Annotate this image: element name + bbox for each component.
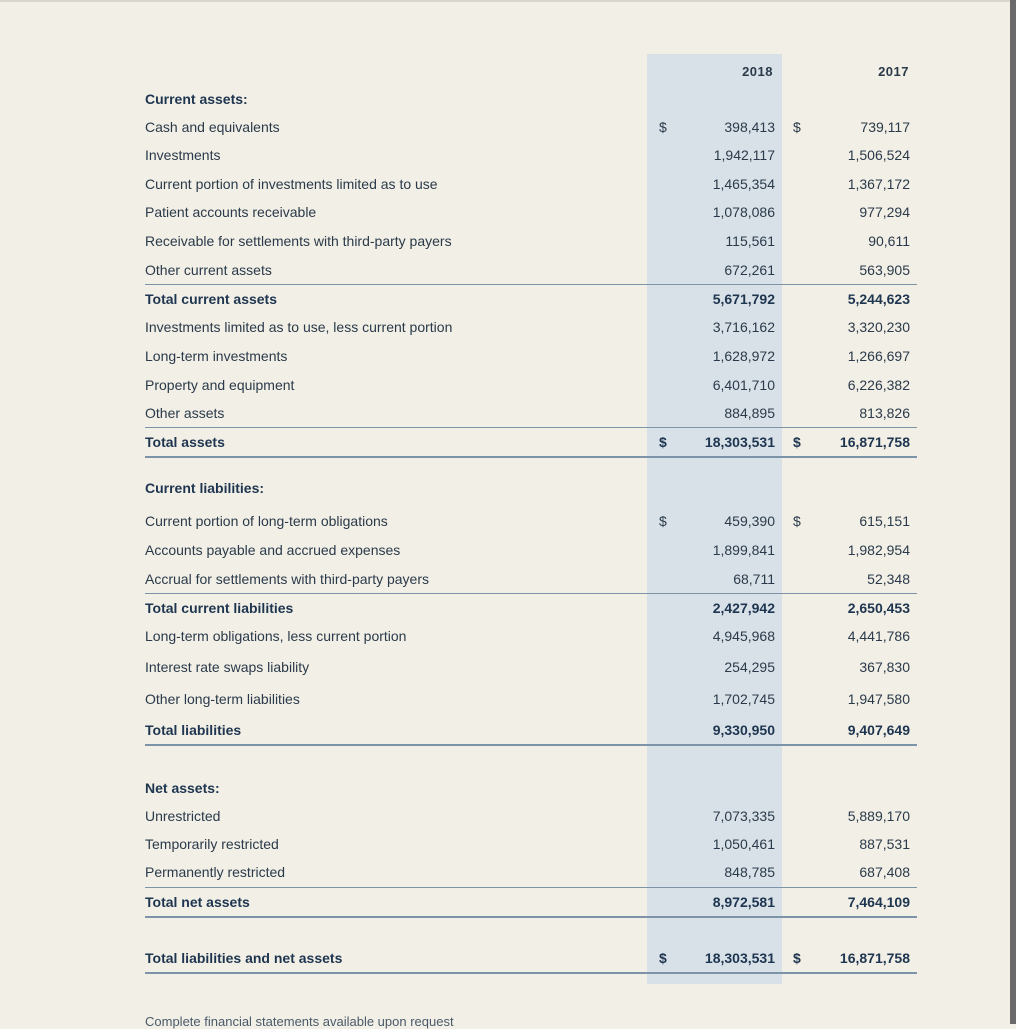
- currency-symbol: $: [793, 434, 801, 450]
- row-long-term-investments: [145, 342, 917, 370]
- value-2017: 739,117: [860, 119, 910, 135]
- value-2018: 18,303,531: [704, 434, 775, 450]
- value-2017: 1,266,697: [847, 348, 910, 364]
- row-invest-limited-noncurrent: [145, 313, 917, 341]
- value-2017: 687,408: [859, 864, 910, 880]
- section-net-assets: [145, 774, 917, 802]
- row-total-current-liabilities: [145, 593, 917, 622]
- row-lt-obligations: [145, 622, 917, 650]
- row-label: Property and equipment: [145, 377, 295, 393]
- value-2018: 3,716,162: [712, 319, 775, 335]
- value-2018: 1,050,461: [712, 836, 775, 852]
- column-header-2017: 2017: [878, 64, 909, 79]
- value-2018: 884,895: [724, 405, 775, 421]
- row-cash: [145, 113, 917, 141]
- value-2017: 7,464,109: [847, 894, 910, 910]
- row-label: Accounts payable and accrued expenses: [145, 542, 401, 558]
- row-current-lt-obligations: [145, 507, 917, 535]
- value-2017: 2,650,453: [847, 600, 910, 616]
- row-label: Receivable for settlements with third-party payers: [145, 233, 452, 249]
- value-2018: 7,073,335: [712, 808, 775, 824]
- value-2017: 16,871,758: [839, 434, 910, 450]
- value-2018: 1,942,117: [713, 147, 775, 163]
- top-border: [0, 0, 1016, 2]
- value-2017: 5,889,170: [847, 808, 910, 824]
- row-label: Accrual for settlements with third-party payers: [145, 571, 429, 587]
- row-accounts-payable: [145, 536, 917, 564]
- row-other-lt-liabilities: [145, 685, 917, 713]
- value-2017: 1,506,524: [847, 147, 910, 163]
- value-2017: 1,367,172: [847, 176, 910, 192]
- footnote: Complete financial statements available upon request: [145, 1014, 454, 1029]
- row-label: Total current assets: [145, 291, 278, 307]
- currency-symbol: $: [659, 950, 667, 966]
- column-header-2018: 2018: [742, 64, 773, 79]
- value-2017: 4,441,786: [847, 628, 910, 644]
- value-2018: 4,945,968: [712, 628, 775, 644]
- value-2017: 563,905: [859, 262, 910, 278]
- row-label: Long-term investments: [145, 348, 288, 364]
- value-2018: 672,261: [724, 262, 775, 278]
- row-label: Total liabilities: [145, 722, 242, 738]
- row-other-current-assets: [145, 256, 917, 284]
- row-label: Investments limited as to use, less current portion: [145, 319, 453, 335]
- value-2018: 1,702,745: [712, 691, 775, 707]
- row-accrual-settlements: [145, 565, 917, 593]
- row-label: Long-term obligations, less current portion: [145, 628, 407, 644]
- row-label: Cash and equivalents: [145, 119, 280, 135]
- row-label: Unrestricted: [145, 808, 221, 824]
- value-2017: 1,947,580: [847, 691, 910, 707]
- value-2017: 887,531: [859, 836, 910, 852]
- currency-symbol: $: [793, 513, 801, 529]
- row-current-invest-limited: [145, 170, 917, 198]
- row-label: Interest rate swaps liability: [145, 659, 310, 675]
- value-2018: 459,390: [724, 513, 775, 529]
- value-2017: 9,407,649: [847, 722, 910, 738]
- value-2017: 367,830: [859, 659, 910, 675]
- row-label: Other long-term liabilities: [145, 691, 300, 707]
- row-label: Temporarily restricted: [145, 836, 279, 852]
- row-label: Other current assets: [145, 262, 272, 278]
- value-2017: 813,826: [859, 405, 910, 421]
- row-property-equipment: [145, 371, 917, 399]
- value-2017: 6,226,382: [847, 377, 910, 393]
- currency-symbol: $: [659, 119, 667, 135]
- value-2018: 115,561: [725, 233, 775, 249]
- window-edge: [1010, 0, 1016, 1024]
- value-2018: 1,465,354: [712, 176, 775, 192]
- value-2017: 1,982,954: [847, 542, 910, 558]
- currency-symbol: $: [793, 950, 801, 966]
- row-patient-ar: [145, 198, 917, 226]
- value-2017: 52,348: [867, 571, 910, 587]
- row-label: Patient accounts receivable: [145, 204, 317, 220]
- value-2018: 848,785: [724, 864, 775, 880]
- row-total-assets: [145, 427, 917, 458]
- row-total-net-assets: [145, 887, 917, 918]
- row-label: Total net assets: [145, 894, 250, 910]
- row-total-liabilities: [145, 716, 917, 746]
- row-label: Investments: [145, 147, 221, 163]
- row-label: Total current liabilities: [145, 600, 294, 616]
- value-2018: 398,413: [724, 119, 775, 135]
- currency-symbol: $: [659, 513, 667, 529]
- value-2018: 1,078,086: [712, 204, 775, 220]
- value-2017: 5,244,623: [847, 291, 910, 307]
- row-label: Total liabilities and net assets: [145, 950, 343, 966]
- value-2017: 615,151: [859, 513, 910, 529]
- value-2018: 1,628,972: [712, 348, 775, 364]
- value-2018: 2,427,942: [712, 600, 775, 616]
- value-2017: 16,871,758: [839, 950, 910, 966]
- row-investments: [145, 141, 917, 169]
- section-current-liabilities: [145, 474, 917, 502]
- row-total-current-assets: [145, 284, 917, 313]
- row-label: Total assets: [145, 434, 225, 450]
- section-heading: Current assets:: [145, 91, 248, 107]
- row-total-liabilities-net-assets: [145, 944, 917, 974]
- currency-symbol: $: [659, 434, 667, 450]
- row-temp-restricted: [145, 830, 917, 858]
- row-unrestricted: [145, 802, 917, 830]
- value-2018: 254,295: [724, 659, 775, 675]
- value-2017: 3,320,230: [847, 319, 910, 335]
- value-2018: 8,972,581: [712, 894, 775, 910]
- section-heading: Current liabilities:: [145, 480, 265, 496]
- row-label: Current portion of long-term obligations: [145, 513, 388, 529]
- value-2018: 1,899,841: [712, 542, 775, 558]
- row-swaps-liability: [145, 653, 917, 681]
- row-label: Other assets: [145, 405, 225, 421]
- row-perm-restricted: [145, 858, 917, 886]
- value-2017: 977,294: [859, 204, 910, 220]
- row-label: Permanently restricted: [145, 864, 286, 880]
- row-label: Current portion of investments limited as to use: [145, 176, 438, 192]
- value-2018: 5,671,792: [712, 291, 775, 307]
- value-2017: 90,611: [868, 233, 910, 249]
- section-current-assets: [145, 85, 917, 113]
- value-2018: 68,711: [733, 571, 775, 587]
- section-heading: Net assets:: [145, 780, 220, 796]
- value-2018: 9,330,950: [712, 722, 775, 738]
- row-receivable-settlements: [145, 227, 917, 255]
- value-2018: 6,401,710: [712, 377, 775, 393]
- row-other-assets: [145, 399, 917, 427]
- value-2018: 18,303,531: [704, 950, 775, 966]
- currency-symbol: $: [793, 119, 801, 135]
